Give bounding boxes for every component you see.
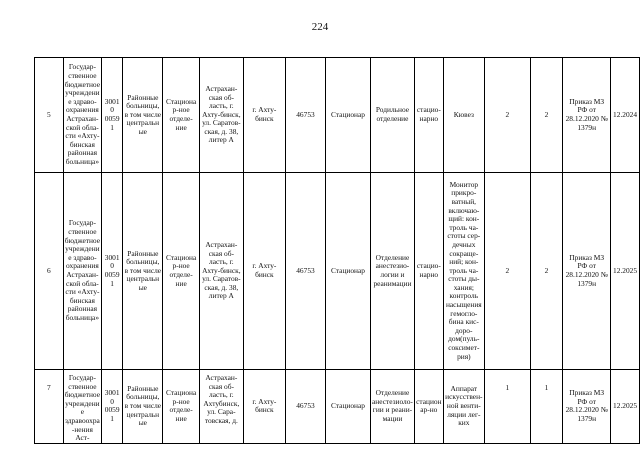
- okato-code: 46753: [285, 58, 325, 173]
- equipment-name: Кювез: [443, 58, 484, 173]
- city: г. Ахту-бинск: [243, 58, 285, 173]
- institution-name: Государ-ственное бюджетное учреждение здравоохра-нения Аст-: [63, 370, 101, 444]
- page-number: 224: [311, 21, 329, 33]
- table-row: [35, 58, 640, 173]
- care-conditions: стационар-но: [414, 370, 443, 444]
- institution-code: 30010 00591: [102, 173, 123, 370]
- facility-type: Районные больницы, в том числе центральные: [123, 173, 163, 370]
- regulation-order: Приказ МЗ РФ от 28.12.2020 № 1379н: [563, 58, 611, 173]
- due-date: 12.2025: [611, 173, 640, 370]
- due-date: 12.2025: [611, 370, 640, 444]
- row-number: 7: [35, 370, 64, 444]
- institution-code: 30010 00591: [102, 370, 123, 444]
- quantity-planned: 1: [530, 370, 563, 444]
- care-form: Стационар: [326, 370, 371, 444]
- address: Астрахан-ская об-ласть, г. Ахту-бинск, ул. Саратов-ская, д. 38, литер А: [199, 173, 243, 370]
- row-number: 6: [35, 173, 64, 370]
- due-date: 12.2024: [611, 58, 640, 173]
- quantity-planned: 2: [530, 58, 563, 173]
- care-unit: Стационар-ное отделе-ние: [163, 58, 199, 173]
- row-number: 5: [35, 58, 64, 173]
- department: Родильное отделение: [370, 58, 414, 173]
- department: Отделение анестезиоло-гии и реани-мации: [370, 370, 414, 444]
- facility-type: Районные больницы, в том числе центральные: [123, 58, 163, 173]
- regulation-order: Приказ МЗ РФ от 28.12.2020 № 1379н: [563, 173, 611, 370]
- institution-code: 30010 00591: [102, 58, 123, 173]
- quantity-required: 2: [484, 173, 530, 370]
- okato-code: 46753: [285, 173, 325, 370]
- city: г. Ахту-бинск: [243, 370, 285, 444]
- equipment-name: Монитор прикро-ватный, включаю-щий: кон-троль ча-стоты сер-дечных сокраще-ний; кон-троль ча-стоты ды-хания; контроль насыщения гемогло-бина кис-доро-дом(пуль-соксимет-рия): [443, 173, 484, 370]
- institution-name: Государ-ственное бюджетное учреждение здраво-охранения Астрахан-ской обла-сти «Ахту-бинская районная больница»: [63, 173, 101, 370]
- care-form: Стационар: [326, 58, 371, 173]
- department: Отделение анестезио-логии и реанимации: [370, 173, 414, 370]
- equipment-name: Аппарат искусствен-ной венти-ляции лег-ких: [443, 370, 484, 444]
- regulation-order: Приказ МЗ РФ от 28.12.2020 № 1379н: [563, 370, 611, 444]
- address: Астрахан-ская об-ласть, г. Ахту-бинск, ул. Саратов-ская, д. 38, литер А: [199, 58, 243, 173]
- quantity-required: 2: [484, 58, 530, 173]
- care-conditions: стацио-нарно: [414, 173, 443, 370]
- care-unit: Стационар-ное отделе-ние: [163, 173, 199, 370]
- address: Астрахан-ская об-ласть, г. Ахтубинск, ул. Сара-товская, д.: [199, 370, 243, 444]
- care-unit: Стационар-ное отделе-ние: [163, 370, 199, 444]
- table-row: [35, 173, 640, 370]
- table-row: [35, 370, 640, 444]
- quantity-planned: 2: [530, 173, 563, 370]
- okato-code: 46753: [285, 370, 325, 444]
- institution-name: Государ-ственное бюджетное учреждение здраво-охранения Астрахан-ской обла-сти «Ахту-бинская районная больница»: [63, 58, 101, 173]
- equipment-register-table: [34, 57, 640, 444]
- facility-type: Районные больницы, в том числе центральные: [123, 370, 163, 444]
- care-conditions: стацио-нарно: [414, 58, 443, 173]
- quantity-required: 1: [484, 370, 530, 444]
- city: г. Ахту-бинск: [243, 173, 285, 370]
- care-form: Стационар: [326, 173, 371, 370]
